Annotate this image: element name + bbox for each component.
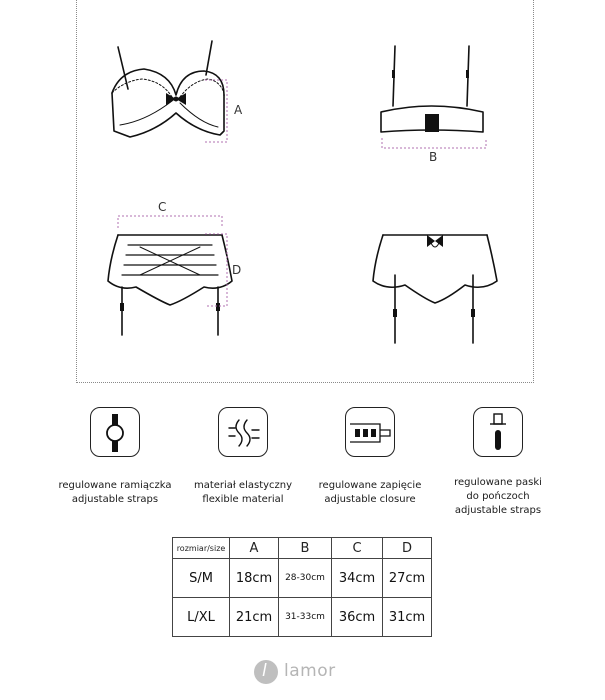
table-cell: 31cm <box>383 598 432 637</box>
table-row <box>173 598 432 637</box>
table-row <box>173 559 432 598</box>
garter-belt-back-illustration <box>365 225 505 350</box>
size-table <box>172 537 432 637</box>
dimension-d-line <box>205 232 235 312</box>
caption-garter-straps: regulowane paski do pończoch adjustable straps <box>454 477 542 516</box>
caption-adjustable-closure: regulowane zapięcie adjustable closure <box>318 480 422 505</box>
adjustable-straps-icon <box>90 407 140 457</box>
caption-adjustable-straps: regulowane ramiączka adjustable straps <box>58 480 172 505</box>
table-cell: 27cm <box>383 559 432 598</box>
table-cell: 21cm <box>230 598 279 637</box>
size-row-label: S/M <box>173 559 230 598</box>
brand-logo-mark: l <box>254 660 278 684</box>
table-cell: 28-30cm <box>279 559 332 598</box>
dimension-a-line <box>205 78 235 148</box>
bra-back-illustration <box>365 40 495 140</box>
caption-flexible-material: materiał elastyczny flexible material <box>193 480 293 505</box>
size-column-c: C <box>332 538 383 559</box>
adjustable-closure-icon <box>345 407 395 457</box>
size-table-corner: rozmiar/size <box>173 538 230 559</box>
table-cell: 31-33cm <box>279 598 332 637</box>
size-column-a: A <box>230 538 279 559</box>
size-row-label: L/XL <box>173 598 230 637</box>
table-cell: 18cm <box>230 559 279 598</box>
size-column-b: B <box>279 538 332 559</box>
dimension-label-a: A <box>234 103 243 117</box>
size-table-header <box>173 538 432 559</box>
flexible-material-icon <box>218 407 268 457</box>
table-cell: 36cm <box>332 598 383 637</box>
dimension-label-d: D <box>232 263 242 277</box>
table-cell: 34cm <box>332 559 383 598</box>
brand-name: lamor <box>284 661 336 681</box>
garter-straps-icon <box>473 407 523 457</box>
dimension-label-c: C <box>158 200 167 214</box>
size-column-d: D <box>383 538 432 559</box>
dimension-label-b: B <box>429 150 438 164</box>
